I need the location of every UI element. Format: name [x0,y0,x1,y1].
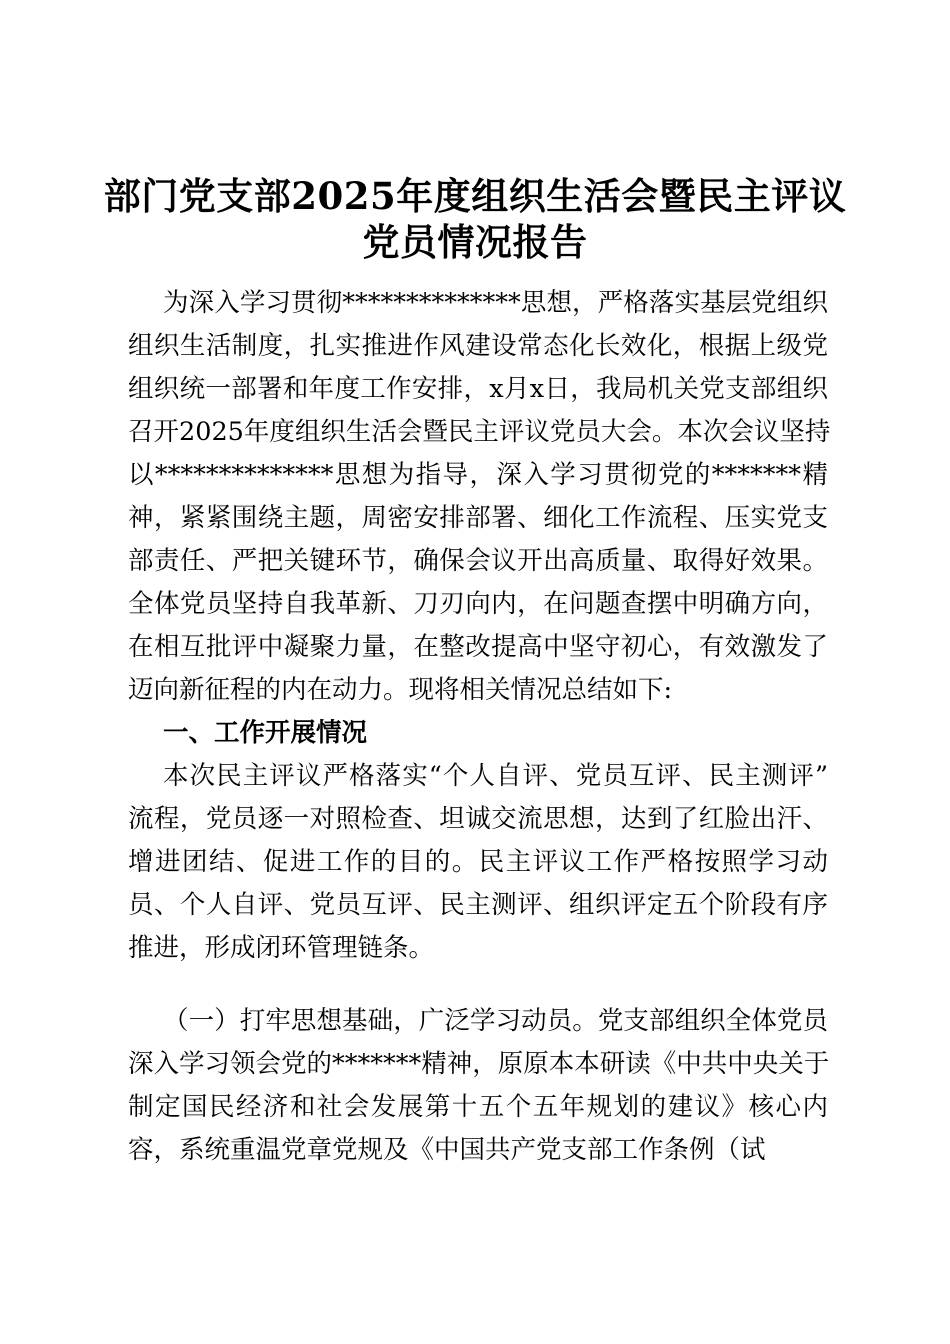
paragraph-line: 组织生活制度，扎实推进作风建设常态化长效化，根据上级党 [128,331,828,361]
paragraph-line: 神，紧紧围绕主题，周密安排部署、细化工作流程、压实党支 [128,503,828,533]
paragraph-line: 以**************思想为指导，深入学习贯彻党的*******精 [128,460,828,490]
paragraph-line: 推进，形成闭环管理链条。 [128,933,435,963]
paragraph-line: 全体党员坚持自我革新、刀刃向内，在问题查摆中明确方向， [128,589,828,619]
section-heading: 一、工作开展情况 [163,718,368,748]
paragraph-line: 深入学习领会党的*******精神，原原本本研读《中共中央关于 [128,1049,830,1079]
paragraph-line: 部责任、严把关键环节，确保会议开出高质量、取得好效果。 [128,546,828,576]
paragraph-line: 员、个人自评、党员互评、民主测评、组织评定五个阶段有序 [128,890,828,920]
document-title-line-1: 部门党支部2025年度组织生活会暨民主评议 [103,174,847,218]
paragraph-line: 召开2025年度组织生活会暨民主评议党员大会。本次会议坚持 [128,417,831,447]
paragraph-line: 本次民主评议严格落实“个人自评、党员互评、民主测评” [163,761,828,791]
paragraph-line: 在相互批评中凝聚力量，在整改提高中坚守初心，有效激发了 [128,632,828,662]
paragraph-line: （一）打牢思想基础，广泛学习动员。党支部组织全体党员 [163,1006,828,1036]
paragraph-line: 制定国民经济和社会发展第十五个五年规划的建议》核心内 [128,1092,828,1122]
paragraph-line: 为深入学习贯彻**************思想，严格落实基层党组织 [163,288,828,318]
paragraph-line: 迈向新征程的内在动力。现将相关情况总结如下: [128,675,673,705]
document-title-line-2: 党员情况报告 [362,220,588,264]
paragraph-line: 增进团结、促进工作的目的。民主评议工作严格按照学习动 [128,847,828,877]
paragraph-line: 容，系统重温党章党规及《中国共产党支部工作条例（试 [128,1135,766,1165]
paragraph-line: 流程，党员逐一对照检查、坦诚交流思想，达到了红脸出汗、 [128,804,828,834]
paragraph-line: 组织统一部署和年度工作安排，x月x日，我局机关党支部组织 [128,374,828,404]
